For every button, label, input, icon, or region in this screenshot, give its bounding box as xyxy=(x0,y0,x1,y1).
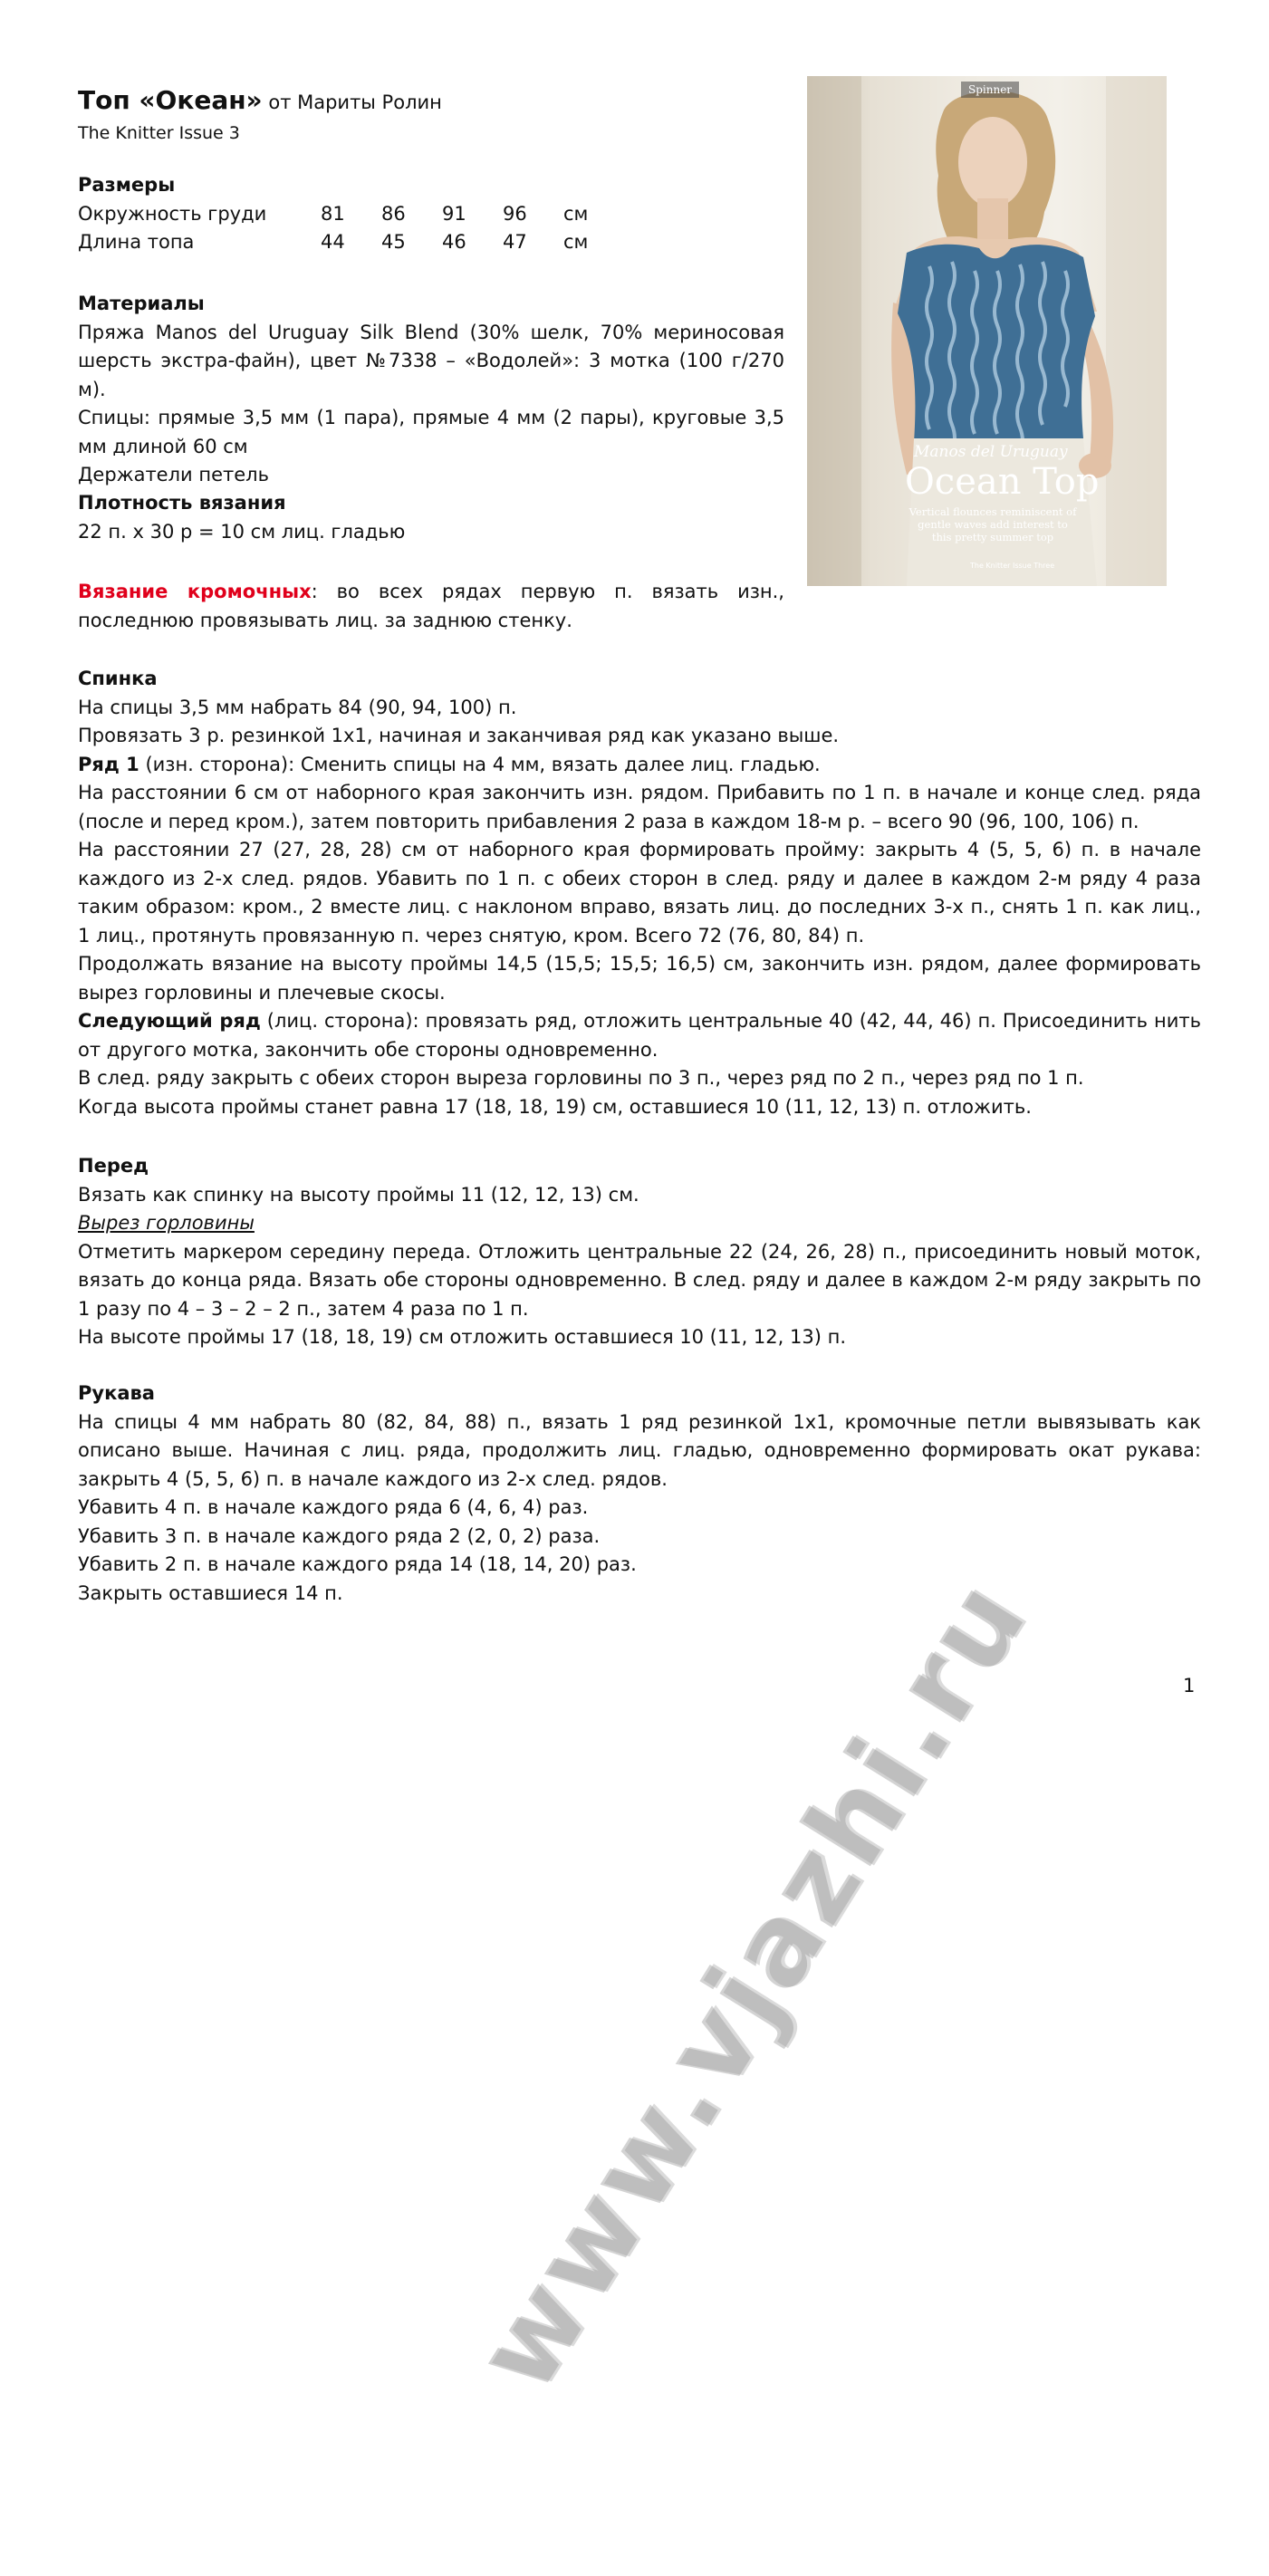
needles-text: Спицы: прямые 3,5 мм (1 пара), прямые 4 мм (2 пары), круговые 3,5 мм длиной 60 см xyxy=(78,407,784,457)
paragraph: Вязать как спинку на высоту проймы 11 (12, 12, 13) см. xyxy=(78,1183,639,1206)
edge-label: Вязание кромочных xyxy=(78,581,312,602)
row-text: (лиц. сторона): провязать ряд, отложить центральные 40 (42, 44, 46) п. Присоединить нить от другого мотка, закончить обе стороны одновременно. xyxy=(78,1010,1201,1061)
size-value: 47 xyxy=(503,231,527,253)
yarn-text: Пряжа Manos del Uruguay Silk Blend (30% шелк, 70% мериносовая шерсть экстра-файн), цвет №7338 – «Водолей»: 3 мотка (100 г/270 м). xyxy=(78,321,784,400)
paragraph: На спицы 4 мм набрать 80 (82, 84, 88) п., вязать 1 ряд резинкой 1х1, кромочные петли вывязывать как описано выше. Начиная с лиц. ряда, продолжить лиц. гладью, одновременно формировать окат рукава: закрыть 4 (5, 5, 6) п. в начале каждого из 2-х след. рядов. xyxy=(78,1410,1201,1490)
issue-source: The Knitter Issue 3 xyxy=(78,123,240,143)
sleeves-heading: Рукава xyxy=(78,1382,155,1404)
gauge-text: 22 п. х 30 р = 10 см лиц. гладью xyxy=(78,520,406,543)
size-value: 44 xyxy=(321,231,345,253)
cover-subtitle: Vertical flounces reminiscent of gentle waves add interest to this pretty summer top xyxy=(908,505,1077,543)
edge-text: : во всех рядах первую п. вязать изн., последнюю провязывать лиц. за заднюю стенку. xyxy=(78,581,784,631)
back-heading: Спинка xyxy=(78,668,158,689)
size-value: 45 xyxy=(381,231,406,253)
page-number: 1 xyxy=(1183,1675,1196,1697)
paragraph: Отметить маркером середину переда. Отложить центральные 22 (24, 26, 28) п., присоединить новый моток, вязать до конца ряда. Вязать обе стороны одновременно. В след. ряду и далее в каждом 2-м ряду закрыть по 1 разу по 4 – 3 – 2 – 2 п., затем 4 раза по 1 п. xyxy=(78,1240,1201,1320)
gauge-section xyxy=(78,489,784,546)
document-title xyxy=(78,85,784,118)
size-value: 91 xyxy=(442,202,466,225)
pattern-author: от Мариты Ролин xyxy=(268,91,442,113)
row-label: Ряд 1 xyxy=(78,753,139,775)
materials-section xyxy=(78,290,784,490)
size-value: 86 xyxy=(381,202,406,225)
paragraph: На высоте проймы 17 (18, 18, 19) см отложить оставшиеся 10 (11, 12, 13) п. xyxy=(78,1326,846,1348)
sizes-heading: Размеры xyxy=(78,174,176,196)
size-unit: см xyxy=(563,231,589,253)
back-section xyxy=(78,665,1201,1121)
paragraph: На расстоянии 27 (27, 28, 28) см от наборного края формировать пройму: закрыть 4 (5, 5, 6) п. в начале каждого из 2-х след. рядов. Убавить по 1 п. с обеих сторон в след. ряду и далее в каждом 2-м ряду 4 раза таким образом: кром., 2 вместе лиц. с наклоном вправо, вязать лиц. до последних 3-х п., снять 1 п. как лиц., 1 лиц., протянуть провязанную п. через снятую, кром. Всего 72 (76, 80, 84) п. xyxy=(78,839,1201,947)
paragraph: В след. ряду закрыть с обеих сторон выреза горловины по 3 п., через ряд по 2 п., через ряд по 1 п. xyxy=(78,1067,1084,1089)
paragraph: Когда высота проймы станет равна 17 (18, 18, 19) см, оставшиеся 10 (11, 12, 13) п. отложить. xyxy=(78,1095,1032,1118)
edge-paragraph xyxy=(78,578,784,635)
paragraph: Убавить 3 п. в начале каждого ряда 2 (2, 0, 2) раза. xyxy=(78,1524,601,1547)
paragraph: Убавить 2 п. в начале каждого ряда 14 (18, 14, 20) раз. xyxy=(78,1553,637,1575)
paragraph: Убавить 4 п. в начале каждого ряда 6 (4, 6, 4) раз. xyxy=(78,1496,589,1518)
cover-footer: The Knitter Issue Three xyxy=(970,562,1055,570)
paragraph: Закрыть оставшиеся 14 п. xyxy=(78,1581,343,1604)
edge-section xyxy=(78,578,784,635)
gauge-heading: Плотность вязания xyxy=(78,492,286,514)
sleeves-section xyxy=(78,1379,1201,1608)
size-label: Длина топа xyxy=(78,231,195,253)
paragraph xyxy=(78,1007,1201,1064)
size-value: 81 xyxy=(321,202,345,225)
paragraph: На спицы 3,5 мм набрать 84 (90, 94, 100) п. xyxy=(78,696,517,718)
size-value: 96 xyxy=(503,202,527,225)
size-unit: см xyxy=(563,202,589,225)
sizes-section xyxy=(78,171,784,257)
table-row xyxy=(78,228,588,257)
sizes-table xyxy=(78,200,588,257)
row-text: (изн. сторона): Сменить спицы на 4 мм, вязать далее лиц. гладью. xyxy=(139,753,821,775)
front-heading: Перед xyxy=(78,1155,149,1177)
holders-text: Держатели петель xyxy=(78,464,269,485)
size-label: Окружность груди xyxy=(78,202,267,225)
front-section xyxy=(78,1152,1201,1352)
paragraph: Продолжать вязание на высоту проймы 14,5 (15,5; 15,5; 16,5) см, закончить изн. рядом, далее формировать вырез горловины и плечевые скосы. xyxy=(78,953,1201,1004)
row-label: Следующий ряд xyxy=(78,1010,261,1032)
cover-brand: Manos del Uruguay xyxy=(914,443,1068,461)
cover-spinner-label: Spinner xyxy=(961,82,1019,98)
cover-title: Ocean Top xyxy=(905,461,1100,503)
cover-photo xyxy=(807,76,1167,586)
pattern-title: Топ «Океан» xyxy=(78,85,263,115)
table-row xyxy=(78,200,588,229)
neckline-subheading: Вырез горловины xyxy=(78,1212,255,1234)
paragraph: На расстоянии 6 см от наборного края закончить изн. рядом. Прибавить по 1 п. в начале и конце след. ряда (после и перед кром.), затем повторить прибавления 2 раза в каждом 18-м р. – всего 90 (96, 100, 106) п. xyxy=(78,782,1201,832)
size-value: 46 xyxy=(442,231,466,253)
watermark-text: www.vjazhi.ru xyxy=(450,1557,1053,2414)
paragraph: Провязать 3 р. резинкой 1х1, начиная и заканчивая ряд как указано выше. xyxy=(78,725,840,746)
materials-heading: Материалы xyxy=(78,293,205,314)
paragraph xyxy=(78,751,1201,780)
